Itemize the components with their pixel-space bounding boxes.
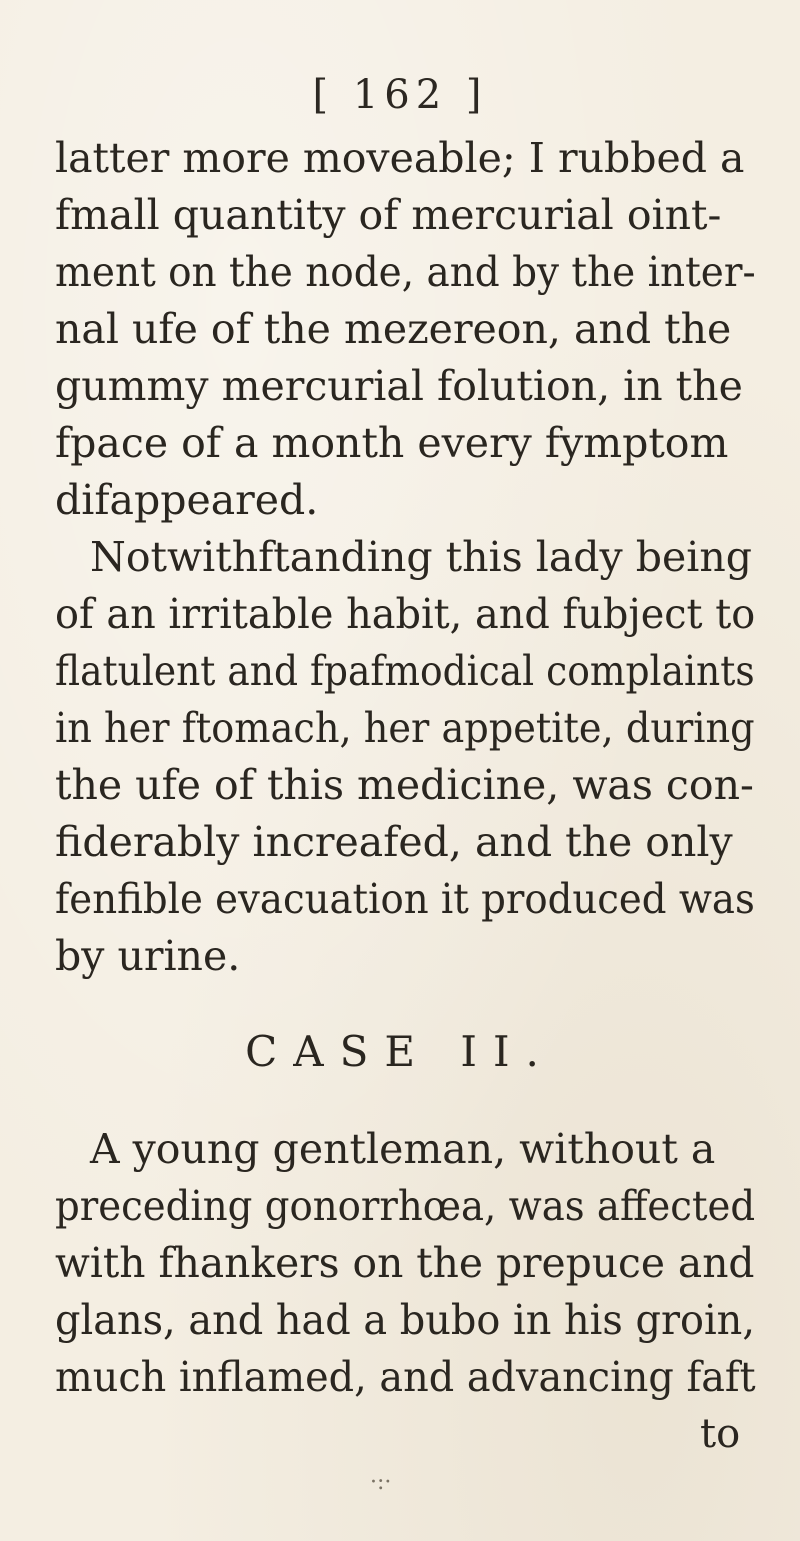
text-line: difappeared. <box>55 476 319 524</box>
text-line: with fhankers on the prepuce and <box>55 1239 755 1287</box>
text-line-indented: A young gentleman, without a <box>90 1125 716 1173</box>
text-line: much inflamed, and advancing faft <box>55 1353 756 1401</box>
text-line: fpace of a month every fymptom <box>55 419 729 467</box>
text-line: in her ftomach, her appetite, during <box>55 704 755 752</box>
text-line: ment on the node, and by the inter- <box>55 248 756 296</box>
text-line: flatulent and fpafmodical complaints <box>55 647 755 695</box>
text-line: by urine. <box>55 932 241 980</box>
text-line: nal ufe of the mezereon, and the <box>55 305 732 353</box>
page-number-header: [ 162 ] <box>312 72 488 118</box>
text-line-indented: Notwithftanding this lady being <box>90 533 753 581</box>
text-line: of an irritable habit, and fubject to <box>55 590 756 638</box>
catchword: to <box>700 1411 741 1457</box>
text-line: fmall quantity of mercurial oint- <box>55 191 722 239</box>
line-text: latter more moveable; I rubbed a <box>55 134 745 182</box>
text-line: the ufe of this medicine, was con- <box>55 761 754 809</box>
text-line: fenfible evacuation it produced was <box>55 875 755 923</box>
text-line: gummy mercurial folution, in the <box>55 362 743 410</box>
printer-mark: ·:· <box>370 1470 392 1495</box>
text-line: preceding gonorrhœa, was affected <box>55 1182 756 1230</box>
text-line: fiderably increafed, and the only <box>55 818 733 866</box>
text-line: glans, and had a bubo in his groin, <box>55 1296 755 1344</box>
text-line <box>55 133 755 183</box>
section-heading: CASE II. <box>245 1027 555 1076</box>
